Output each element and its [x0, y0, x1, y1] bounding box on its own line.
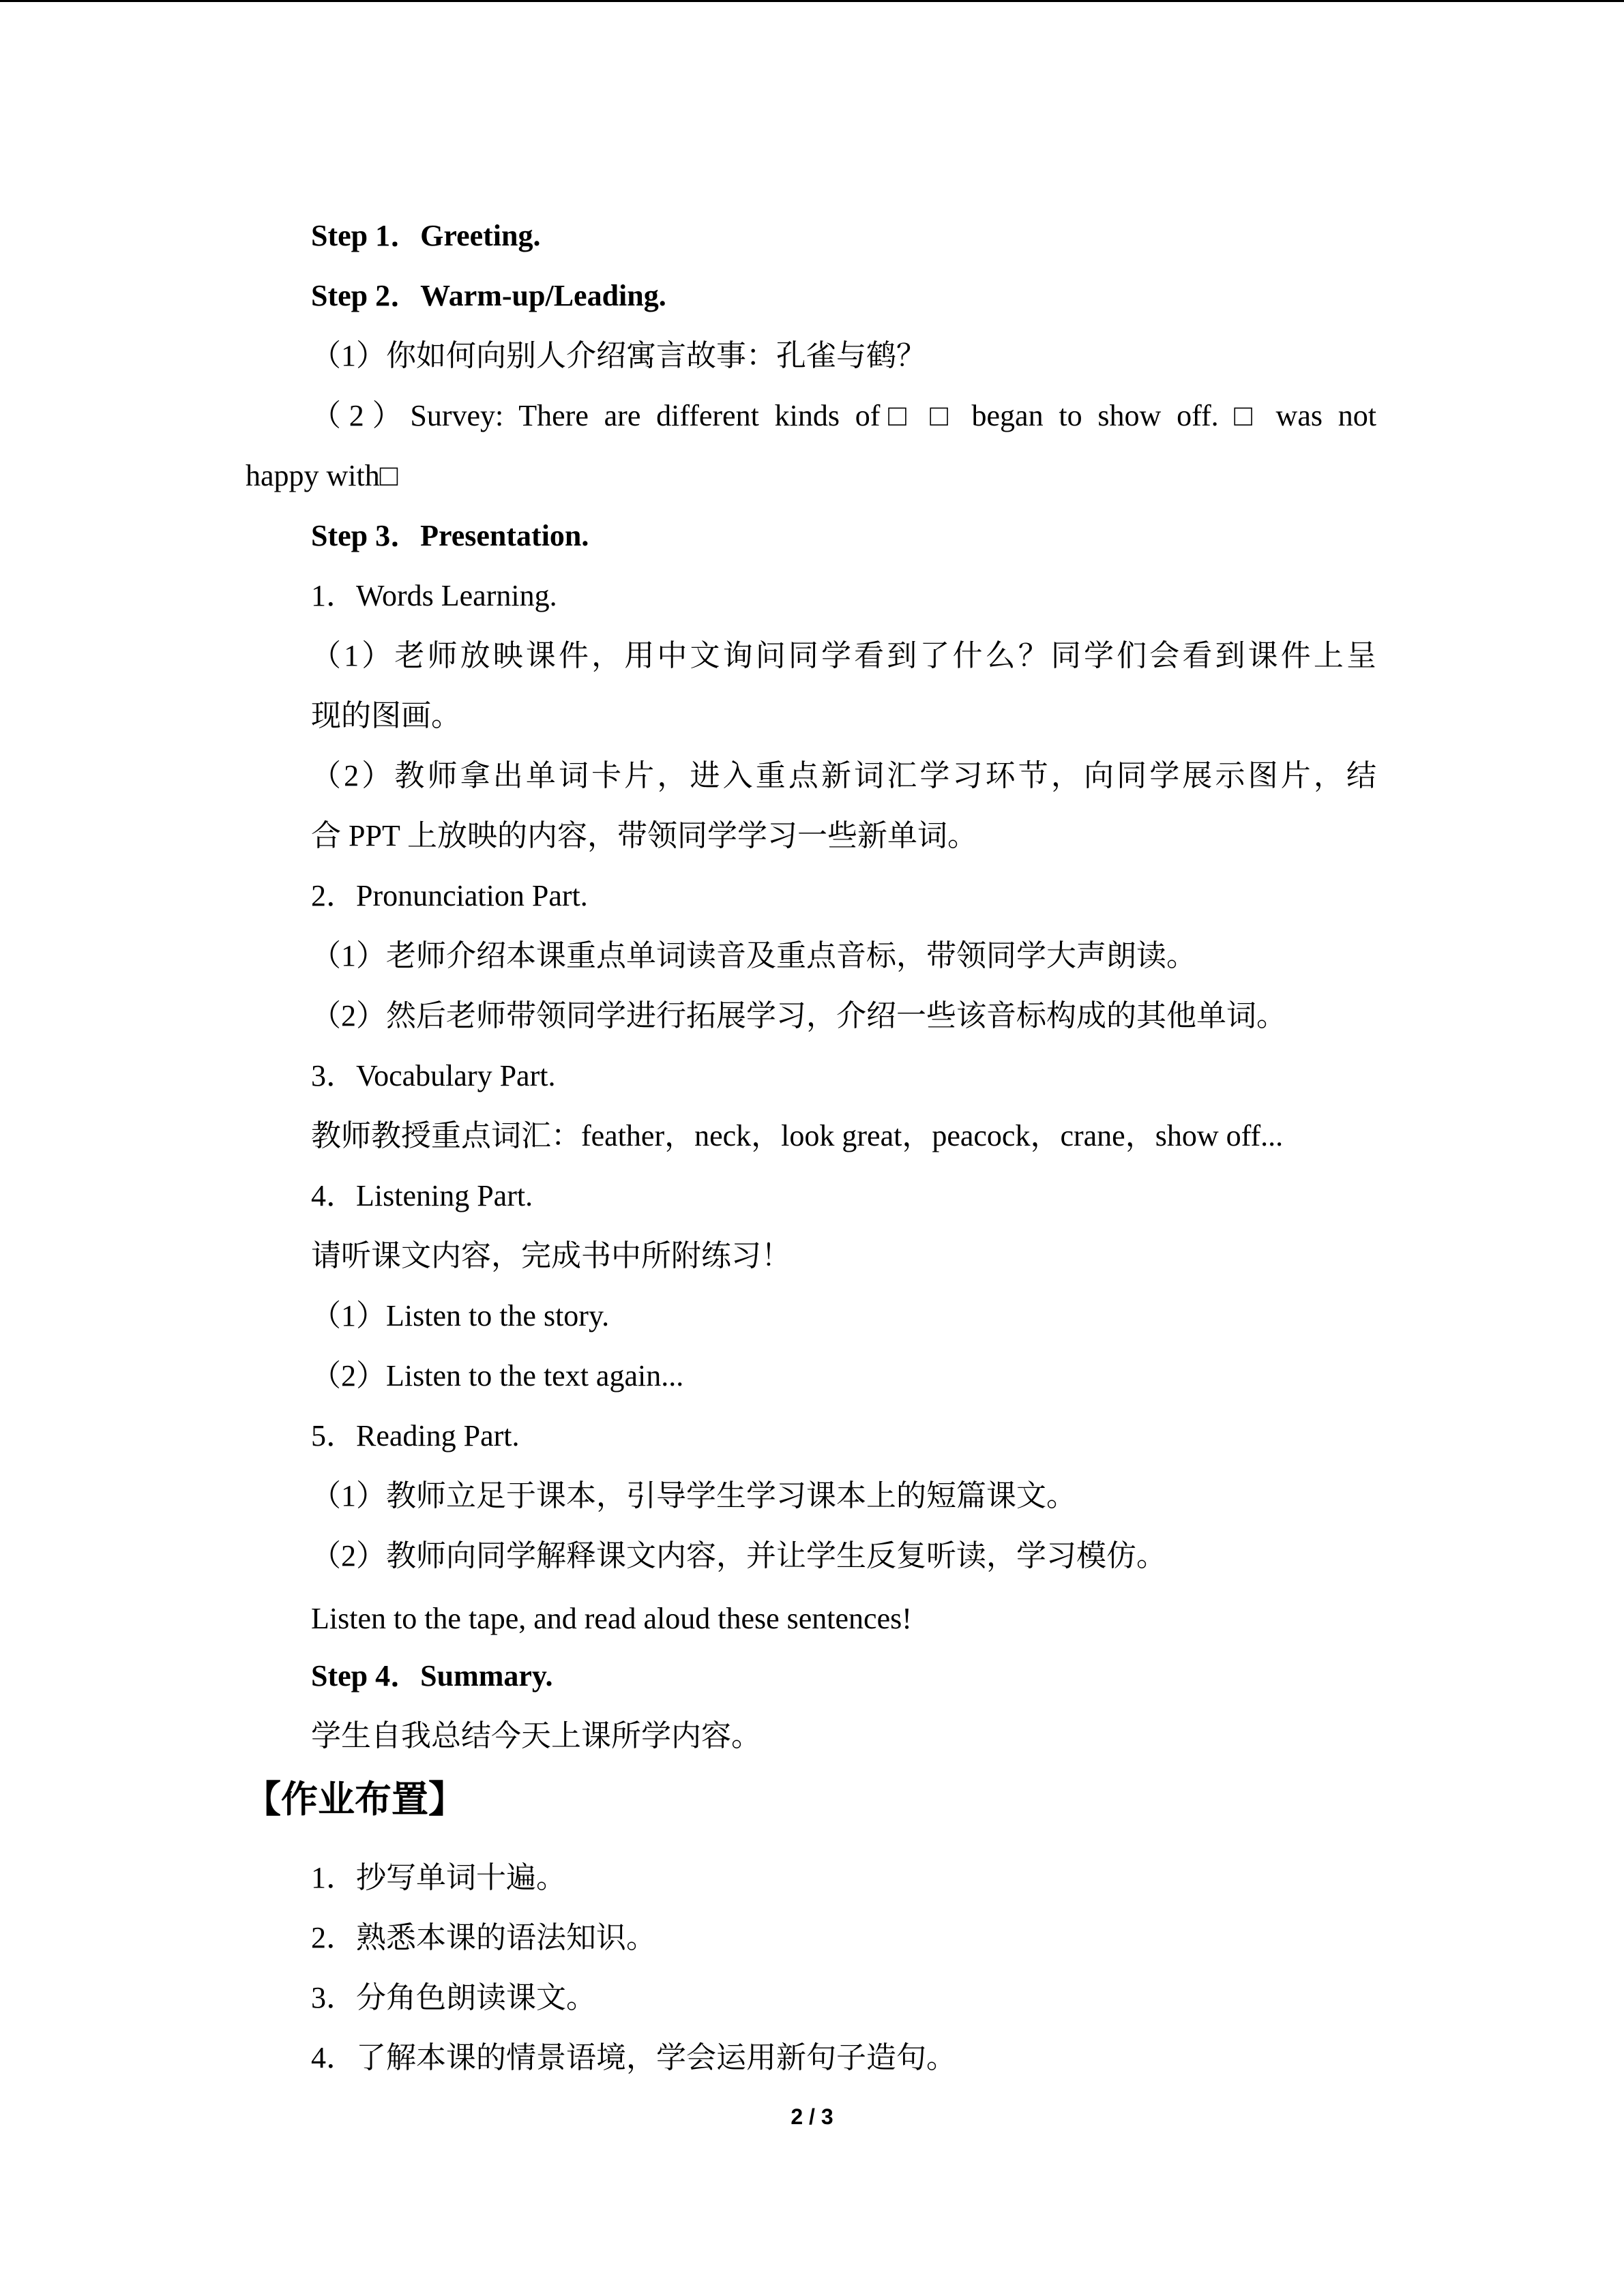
pronunciation-item-1: （1）老师介绍本课重点单词读音及重点音标，带领同学大声朗读。 — [311, 939, 1196, 972]
vocabulary-title: 3．Vocabulary Part. — [311, 1059, 556, 1092]
step-2-item-2-line-2: happy with□ — [246, 459, 398, 492]
vocabulary-body: 教师教授重点词汇：feather，neck，look great，peacock，crane，show off... — [311, 1119, 1284, 1152]
pronunciation-title: 2．Pronunciation Part. — [311, 879, 588, 912]
listening-body: 请听课文内容，完成书中所附练习！ — [311, 1239, 791, 1272]
homework-item: 2．熟悉本课的语法知识。 — [311, 1921, 656, 1954]
words-item-1-line-1: （1）老师放映课件，用中文询问同学看到了什么？同学们会看到课件上呈 — [311, 639, 1376, 672]
listening-item-2: （2）Listen to the text again... — [311, 1359, 684, 1392]
listening-title: 4．Listening Part. — [311, 1179, 533, 1212]
reading-item-2: （2）教师向同学解释课文内容，并让学生反复听读，学习模仿。 — [311, 1539, 1166, 1572]
step-1-heading: Step 1．Greeting. — [311, 219, 541, 252]
homework-heading: 【作业布置】 — [244, 1778, 465, 1821]
homework-item: 1．抄写单词十遍。 — [311, 1861, 566, 1894]
step-2-item-1: （1）你如何向别人介绍寓言故事：孔雀与鹤？ — [311, 339, 926, 372]
listening-item-1: （1）Listen to the story. — [311, 1299, 610, 1332]
homework-item: 3．分角色朗读课文。 — [311, 1981, 596, 2014]
page-number: 2 / 3 — [791, 2104, 833, 2129]
homework-item: 4．了解本课的情景语境，学会运用新句子造句。 — [311, 2041, 956, 2074]
words-item-2-line-2: 合 PPT 上放映的内容，带领同学学习一些新单词。 — [311, 819, 978, 852]
step-2-item-2-line-1: （2）Survey: There are different kinds of□ □ began to show off. □ was not — [311, 399, 1376, 432]
reading-title: 5．Reading Part. — [311, 1419, 520, 1452]
words-item-1-line-2: 现的图画。 — [311, 699, 461, 732]
top-border-rule — [0, 0, 1624, 2]
words-learning-title: 1．Words Learning. — [311, 579, 557, 612]
pronunciation-item-2: （2）然后老师带领同学进行拓展学习，介绍一些该音标构成的其他单词。 — [311, 999, 1286, 1032]
reading-body: Listen to the tape, and read aloud these sentences! — [311, 1602, 912, 1635]
step-4-heading: Step 4．Summary. — [311, 1659, 553, 1693]
words-item-2-line-1: （2）教师拿出单词卡片，进入重点新词汇学习环节，向同学展示图片，结 — [311, 759, 1376, 792]
summary-body: 学生自我总结今天上课所学内容。 — [311, 1719, 761, 1753]
step-2-heading: Step 2．Warm-up/Leading. — [311, 279, 666, 312]
step-3-heading: Step 3．Presentation. — [311, 519, 589, 552]
reading-item-1: （1）教师立足于课本，引导学生学习课本上的短篇课文。 — [311, 1479, 1076, 1512]
